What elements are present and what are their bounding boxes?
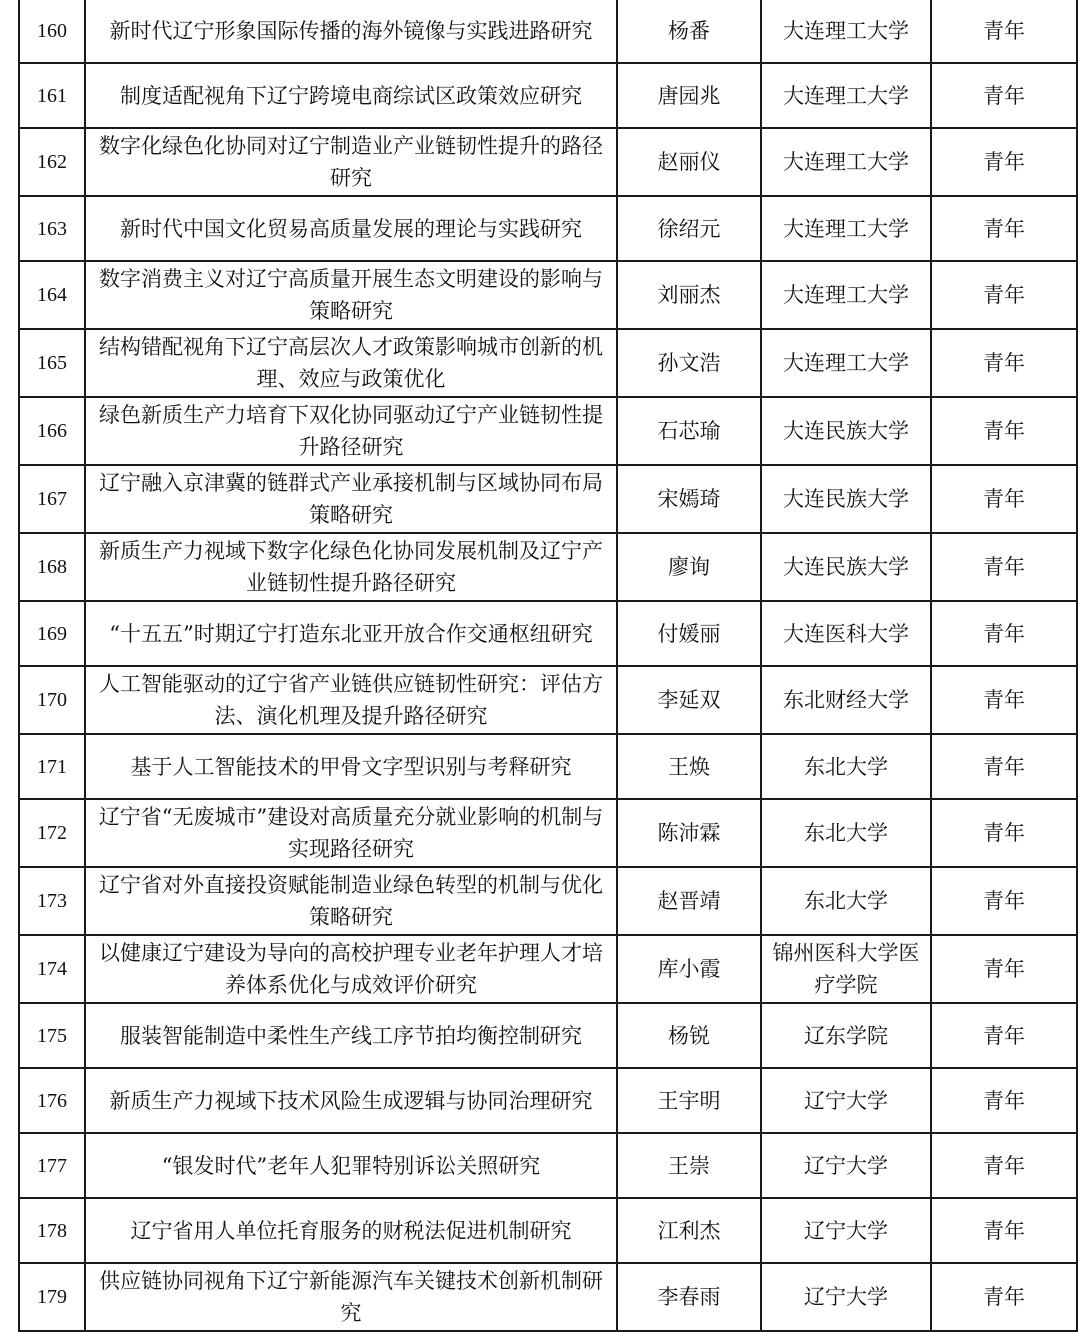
institution-cell xyxy=(761,63,931,128)
project-title-cell xyxy=(85,1198,617,1263)
project-title: 新时代辽宁形象国际传播的海外镜像与实践进路研究 xyxy=(109,18,593,43)
project-category: 青年 xyxy=(983,754,1025,779)
project-title-cell xyxy=(85,666,617,734)
project-table-body xyxy=(19,0,1077,1331)
category-cell xyxy=(931,867,1077,935)
row-number: 179 xyxy=(37,1286,67,1308)
institution-cell xyxy=(761,465,931,533)
project-title-cell xyxy=(85,867,617,935)
institution-name: 大连理工大学 xyxy=(783,216,909,241)
table-row xyxy=(19,1263,1077,1331)
institution-name: 辽宁大学 xyxy=(804,1153,888,1178)
project-title-cell xyxy=(85,799,617,867)
project-title-cell xyxy=(85,128,617,196)
applicant-cell xyxy=(617,329,761,397)
row-number: 171 xyxy=(37,755,67,778)
category-cell xyxy=(931,734,1077,799)
project-title: 辽宁省“无废城市”建设对高质量充分就业影响的机制与实现路径研究 xyxy=(98,805,604,861)
row-number-cell xyxy=(19,799,85,867)
row-number: 172 xyxy=(37,822,67,844)
applicant-name: 刘丽杰 xyxy=(657,283,721,307)
project-category: 青年 xyxy=(983,889,1025,913)
row-number-cell xyxy=(19,128,85,196)
institution-name: 大连民族大学 xyxy=(783,555,909,579)
institution-name: 大连理工大学 xyxy=(783,18,909,43)
project-title: 以健康辽宁建设为导向的高校护理专业老年护理人才培养体系优化与成效评价研究 xyxy=(99,941,603,997)
applicant-name: 石芯瑜 xyxy=(657,419,721,443)
applicant-name: 宋嫣琦 xyxy=(657,487,721,511)
row-number-cell xyxy=(19,1068,85,1133)
applicant-cell xyxy=(617,63,761,128)
project-category: 青年 xyxy=(983,487,1025,511)
institution-name: 大连理工大学 xyxy=(783,83,909,108)
category-cell xyxy=(931,196,1077,261)
project-category: 青年 xyxy=(983,283,1025,307)
applicant-name: 付媛丽 xyxy=(657,621,721,646)
row-number: 169 xyxy=(37,622,67,645)
table-row xyxy=(19,465,1077,533)
institution-cell xyxy=(761,1003,931,1068)
category-cell xyxy=(931,0,1077,63)
project-title: 制度适配视角下辽宁跨境电商综试区政策效应研究 xyxy=(120,83,582,108)
row-number-cell xyxy=(19,1003,85,1068)
row-number: 162 xyxy=(37,151,67,173)
applicant-cell xyxy=(617,1263,761,1331)
project-title: 辽宁省用人单位托育服务的财税法促进机制研究 xyxy=(130,1218,572,1243)
table-row xyxy=(19,799,1077,867)
project-title-cell xyxy=(85,329,617,397)
applicant-name: 库小霞 xyxy=(657,957,721,981)
row-number: 168 xyxy=(37,556,67,578)
applicant-name: 王宇明 xyxy=(657,1088,721,1113)
institution-cell xyxy=(761,533,931,601)
table-row xyxy=(19,261,1077,329)
project-title-cell xyxy=(85,397,617,465)
project-category: 青年 xyxy=(983,150,1025,174)
institution-name: 东北大学 xyxy=(804,889,888,913)
project-title-cell xyxy=(85,935,617,1003)
applicant-name: 杨锐 xyxy=(668,1023,710,1048)
project-title: “十五五”时期辽宁打造东北亚开放合作交通枢纽研究 xyxy=(109,621,593,646)
applicant-cell xyxy=(617,935,761,1003)
table-row xyxy=(19,533,1077,601)
applicant-cell xyxy=(617,128,761,196)
table-row xyxy=(19,1133,1077,1198)
project-title-cell xyxy=(85,1263,617,1331)
category-cell xyxy=(931,1068,1077,1133)
project-title: 人工智能驱动的辽宁省产业链供应链韧性研究：评估方法、演化机理及提升路径研究 xyxy=(99,672,603,728)
institution-cell xyxy=(761,1133,931,1198)
institution-name: 东北大学 xyxy=(804,821,888,845)
institution-name: 东北财经大学 xyxy=(783,688,909,712)
institution-name: 大连民族大学 xyxy=(783,419,909,443)
row-number-cell xyxy=(19,0,85,63)
project-title: 供应链协同视角下辽宁新能源汽车关键技术创新机制研究 xyxy=(99,1269,603,1325)
project-table xyxy=(18,0,1078,1332)
institution-name: 锦州医科大学医疗学院 xyxy=(772,941,920,997)
institution-name: 大连理工大学 xyxy=(783,150,909,174)
category-cell xyxy=(931,397,1077,465)
institution-name: 大连理工大学 xyxy=(783,283,909,307)
institution-cell xyxy=(761,935,931,1003)
row-number-cell xyxy=(19,397,85,465)
institution-cell xyxy=(761,0,931,63)
row-number-cell xyxy=(19,867,85,935)
institution-cell xyxy=(761,329,931,397)
project-category: 青年 xyxy=(983,621,1025,646)
applicant-name: 徐绍元 xyxy=(657,216,721,241)
applicant-cell xyxy=(617,1198,761,1263)
row-number-cell xyxy=(19,935,85,1003)
institution-name: 辽宁大学 xyxy=(804,1218,888,1243)
applicant-cell xyxy=(617,0,761,63)
applicant-name: 廖询 xyxy=(668,555,710,579)
project-category: 青年 xyxy=(983,351,1025,375)
row-number: 176 xyxy=(37,1089,67,1112)
table-row xyxy=(19,63,1077,128)
institution-cell xyxy=(761,261,931,329)
row-number: 165 xyxy=(37,352,67,374)
applicant-cell xyxy=(617,1133,761,1198)
project-title: 基于人工智能技术的甲骨文字型识别与考释研究 xyxy=(130,754,572,779)
table-row xyxy=(19,666,1077,734)
applicant-name: 唐园兆 xyxy=(657,83,721,108)
row-number-cell xyxy=(19,1263,85,1331)
row-number: 175 xyxy=(37,1024,67,1047)
project-title: 辽宁融入京津冀的链群式产业承接机制与区域协同布局策略研究 xyxy=(99,471,603,527)
project-title: 辽宁省对外直接投资赋能制造业绿色转型的机制与优化策略研究 xyxy=(99,873,603,929)
project-category: 青年 xyxy=(983,1285,1025,1309)
applicant-name: 王崇 xyxy=(668,1153,710,1178)
category-cell xyxy=(931,465,1077,533)
project-title-cell xyxy=(85,1133,617,1198)
project-title-cell xyxy=(85,465,617,533)
applicant-cell xyxy=(617,397,761,465)
category-cell xyxy=(931,935,1077,1003)
project-category: 青年 xyxy=(983,688,1025,712)
project-category: 青年 xyxy=(983,1023,1025,1048)
row-number-cell xyxy=(19,734,85,799)
institution-cell xyxy=(761,734,931,799)
table-row xyxy=(19,1068,1077,1133)
table-row xyxy=(19,196,1077,261)
institution-cell xyxy=(761,1198,931,1263)
project-category: 青年 xyxy=(983,216,1025,241)
project-title-cell xyxy=(85,1003,617,1068)
applicant-cell xyxy=(617,1068,761,1133)
row-number: 170 xyxy=(37,689,67,711)
applicant-cell xyxy=(617,601,761,666)
row-number-cell xyxy=(19,261,85,329)
row-number: 161 xyxy=(37,84,67,107)
category-cell xyxy=(931,533,1077,601)
applicant-cell xyxy=(617,734,761,799)
row-number: 164 xyxy=(37,284,67,306)
applicant-cell xyxy=(617,465,761,533)
category-cell xyxy=(931,1198,1077,1263)
table-row xyxy=(19,128,1077,196)
project-title-cell xyxy=(85,63,617,128)
table-row xyxy=(19,1198,1077,1263)
applicant-cell xyxy=(617,867,761,935)
project-category: 青年 xyxy=(983,18,1025,43)
category-cell xyxy=(931,1263,1077,1331)
table-row xyxy=(19,601,1077,666)
applicant-cell xyxy=(617,1003,761,1068)
project-title-cell xyxy=(85,196,617,261)
applicant-name: 赵丽仪 xyxy=(657,150,721,174)
project-category: 青年 xyxy=(983,1088,1025,1113)
row-number: 173 xyxy=(37,890,67,912)
project-title: 绿色新质生产力培育下双化协同驱动辽宁产业链韧性提升路径研究 xyxy=(99,403,603,459)
project-category: 青年 xyxy=(983,1218,1025,1243)
category-cell xyxy=(931,666,1077,734)
row-number-cell xyxy=(19,196,85,261)
table-row xyxy=(19,935,1077,1003)
category-cell xyxy=(931,261,1077,329)
row-number: 166 xyxy=(37,420,67,442)
row-number-cell xyxy=(19,1133,85,1198)
row-number: 177 xyxy=(37,1154,67,1177)
project-title-cell xyxy=(85,601,617,666)
applicant-name: 孙文浩 xyxy=(657,351,721,375)
category-cell xyxy=(931,63,1077,128)
row-number-cell xyxy=(19,465,85,533)
project-list-sheet xyxy=(18,0,1078,1332)
applicant-cell xyxy=(617,666,761,734)
row-number-cell xyxy=(19,666,85,734)
institution-cell xyxy=(761,867,931,935)
project-title: 新质生产力视域下技术风险生成逻辑与协同治理研究 xyxy=(109,1088,593,1113)
institution-cell xyxy=(761,1263,931,1331)
table-row xyxy=(19,397,1077,465)
applicant-cell xyxy=(617,261,761,329)
applicant-name: 赵晋靖 xyxy=(657,889,721,913)
applicant-name: 杨番 xyxy=(668,18,710,43)
project-category: 青年 xyxy=(983,419,1025,443)
project-title: 新时代中国文化贸易高质量发展的理论与实践研究 xyxy=(120,216,582,241)
row-number: 163 xyxy=(37,217,67,240)
row-number: 167 xyxy=(37,488,67,510)
row-number: 178 xyxy=(37,1219,67,1242)
institution-cell xyxy=(761,601,931,666)
project-title-cell xyxy=(85,533,617,601)
institution-name: 辽东学院 xyxy=(804,1023,888,1048)
project-title-cell xyxy=(85,261,617,329)
institution-cell xyxy=(761,128,931,196)
applicant-name: 陈沛霖 xyxy=(657,821,721,845)
project-category: 青年 xyxy=(983,83,1025,108)
row-number-cell xyxy=(19,533,85,601)
applicant-name: 李延双 xyxy=(657,688,721,712)
row-number-cell xyxy=(19,601,85,666)
row-number-cell xyxy=(19,329,85,397)
project-title-cell xyxy=(85,1068,617,1133)
row-number-cell xyxy=(19,1198,85,1263)
row-number-cell xyxy=(19,63,85,128)
project-title: 数字化绿色化协同对辽宁制造业产业链韧性提升的路径研究 xyxy=(99,134,603,190)
project-title: 新质生产力视域下数字化绿色化协同发展机制及辽宁产业链韧性提升路径研究 xyxy=(99,539,603,595)
row-number: 174 xyxy=(37,958,67,980)
institution-cell xyxy=(761,799,931,867)
table-row xyxy=(19,734,1077,799)
category-cell xyxy=(931,1003,1077,1068)
project-title: 结构错配视角下辽宁高层次人才政策影响城市创新的机理、效应与政策优化 xyxy=(99,335,603,391)
institution-name: 辽宁大学 xyxy=(804,1285,888,1309)
institution-name: 大连民族大学 xyxy=(783,487,909,511)
institution-name: 辽宁大学 xyxy=(804,1088,888,1113)
table-row xyxy=(19,1003,1077,1068)
applicant-cell xyxy=(617,196,761,261)
applicant-cell xyxy=(617,799,761,867)
applicant-cell xyxy=(617,533,761,601)
row-number: 160 xyxy=(37,19,67,42)
category-cell xyxy=(931,329,1077,397)
applicant-name: 李春雨 xyxy=(657,1285,721,1309)
project-title-cell xyxy=(85,734,617,799)
category-cell xyxy=(931,128,1077,196)
table-row xyxy=(19,329,1077,397)
table-row xyxy=(19,0,1077,63)
table-row xyxy=(19,867,1077,935)
institution-cell xyxy=(761,1068,931,1133)
project-category: 青年 xyxy=(983,555,1025,579)
project-category: 青年 xyxy=(983,957,1025,981)
category-cell xyxy=(931,799,1077,867)
project-title: “银发时代”老年人犯罪特别诉讼关照研究 xyxy=(161,1153,541,1178)
institution-name: 东北大学 xyxy=(804,754,888,779)
institution-name: 大连理工大学 xyxy=(783,351,909,375)
project-title: 数字消费主义对辽宁高质量开展生态文明建设的影响与策略研究 xyxy=(99,267,603,323)
institution-cell xyxy=(761,196,931,261)
applicant-name: 王焕 xyxy=(668,754,710,779)
project-category: 青年 xyxy=(983,821,1025,845)
institution-cell xyxy=(761,397,931,465)
applicant-name: 江利杰 xyxy=(657,1218,721,1243)
project-category: 青年 xyxy=(983,1153,1025,1178)
institution-name: 大连医科大学 xyxy=(783,621,909,646)
category-cell xyxy=(931,601,1077,666)
category-cell xyxy=(931,1133,1077,1198)
project-title-cell xyxy=(85,0,617,63)
project-title: 服装智能制造中柔性生产线工序节拍均衡控制研究 xyxy=(120,1023,582,1048)
institution-cell xyxy=(761,666,931,734)
